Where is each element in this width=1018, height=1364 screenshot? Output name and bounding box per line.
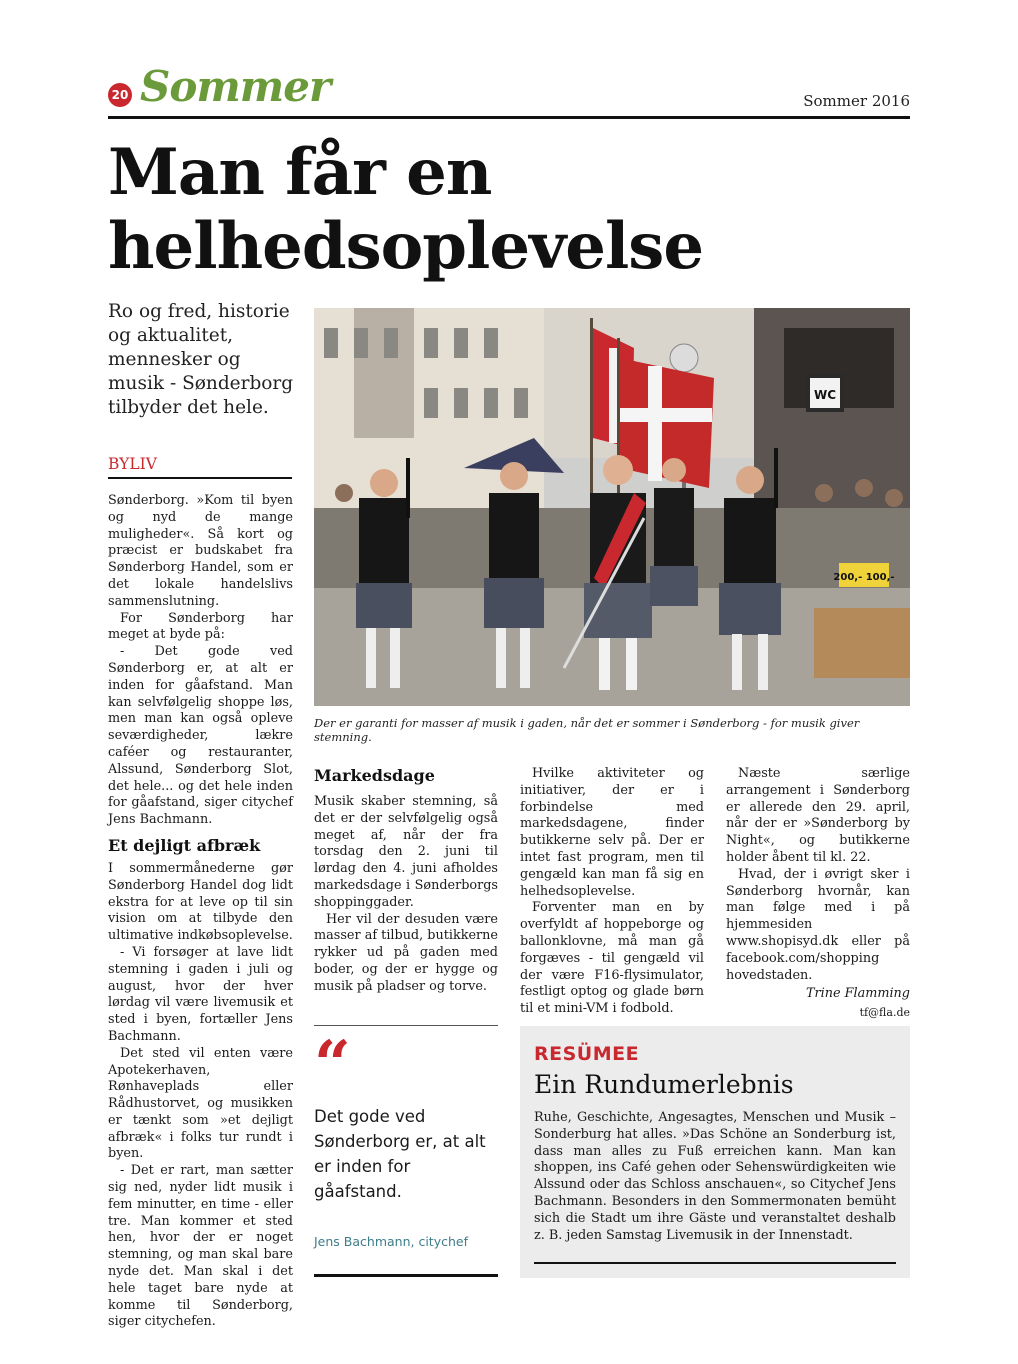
headline-line-2: helhedsoplevelse	[108, 209, 704, 284]
article-column-3	[520, 766, 704, 1018]
resume-bottom-rule	[534, 1262, 896, 1264]
subheading: Et dejligt afbræk	[108, 835, 261, 855]
paragraph: Næste særlige arrangement i Sønderborg er allerede den 29. april, når der er »Sønderborg by Night«, og butikkerne holder åbent til kl. 22.	[726, 766, 910, 865]
pull-quote: Det gode ved Sønderborg er, at alt er inden for gåafstand.	[314, 1107, 486, 1201]
pipe-band-parade-photo	[314, 308, 910, 706]
paragraph: - Vi forsøger at lave lidt stemning i gaden i juli og august, hvor der hver lørdag vil være livemusik et sted i byen, fortæller Jens Bachmann.	[108, 944, 293, 1044]
photo-caption: Der er garanti for masser af musik i gaden, når det er sommer i Sønderborg - for musik giver stemning.	[314, 716, 860, 744]
subheading: Markedsdage	[314, 766, 435, 785]
paragraph: Musik skaber stemning, så det er der selvfølgelig også meget af, når der fra torsdag den 2. juni til lørdag den 4. juni afholdes markedsdage i Sønderborgs shoppinggader.	[314, 794, 498, 910]
resume-heading: RESÜMEE	[534, 1043, 640, 1065]
paragraph: - Det er rart, man sætter sig ned, nyder lidt musik i fem minutter, en time - eller tre. Man kommer et sted hen, hvor der er noget stemning, og man skal bare nyde det. Man skal i det hele taget bare nyde at komme til Sønderborg, siger citychefen.	[108, 1163, 293, 1330]
paragraph: I sommermånederne gør Sønderborg Handel dog lidt ekstra for at leve op til sin vision om at tilbyde den ultimative indkøbsoplevelse.	[108, 860, 293, 944]
article-column-4	[726, 766, 910, 1022]
paragraph: Hvilke aktiviteter og initiativer, der er i forbindelse med markedsdagene, finder butikkerne selv på. Der er intet fast program, men til gengæld kan man få sig en helhedsoplevelse.	[520, 766, 704, 899]
section-logo: Sommer	[140, 62, 331, 111]
quote-author: Jens Bachmann, citychef	[314, 1234, 468, 1249]
page-number-badge: 20	[108, 83, 132, 107]
author-email: tf@fla.de	[859, 1006, 910, 1020]
headline-line-1: Man får en	[108, 135, 492, 210]
article-column-1	[108, 493, 293, 1331]
author-byline: Trine Flamming	[805, 986, 910, 1002]
paragraph: Hvad, der i øvrigt sker i Sønderborg hvornår, kan man følge med i på hjemmesiden www.shopisyd.dk eller på facebook.com/shopping hovedstaden.	[726, 866, 910, 983]
resume-body: Ruhe, Geschichte, Angesagtes, Menschen und Musik – Sonderburg hat alles. »Das Schöne an Sonderburg ist, dass man alles zu Fuß erreichen kann. Man kan shoppen, ins Café gehen oder Sehenswürdigkeiten wie Alssund oder das Schloss anschauen«, so Citychef Jens Bachmann. Besonders in den Sommermonaten bemüht sich die Stadt um ihre Gäste und veranstaltet deshalb z. B. jeden Samstag Livemusik in der Innenstadt.	[534, 1110, 896, 1243]
paragraph: Det sted vil enten være Apotekerhaven, Rønhaveplads eller Rådhustorvet, og musikken er tænkt som »et dejligt afbræk« i folks tur rundt i byen.	[108, 1045, 293, 1162]
quote-bottom-rule	[314, 1274, 498, 1277]
article-column-2	[314, 766, 498, 996]
section-kicker: BYLIV	[108, 455, 292, 479]
paragraph: Forventer man en by overfyldt af hoppeborge og ballonklovne, må man gå forgæves - til gengæld vil der være F16-flysimulator, festligt optog og glade børn til et mini-VM i fodbold.	[520, 900, 704, 1017]
lead-text: Ro og fred, historie og aktualitet, mennesker og musik - Sønderborg tilbyder det hele.	[108, 301, 294, 418]
quote-mark-icon: “	[314, 1027, 351, 1102]
article-photo	[314, 308, 910, 706]
quote-top-rule	[314, 1025, 498, 1026]
resume-title: Ein Rundumerlebnis	[534, 1070, 794, 1099]
headline	[108, 136, 910, 284]
paragraph: Sønderborg. »Kom til byen og nyd de mange muligheder«. Så kort og præcist er budskabet fra Sønderborg Handel, som er det lokale handelslivs sammenslutning.	[108, 493, 293, 609]
header-rule	[108, 116, 910, 119]
wc-sign: WC	[813, 388, 837, 402]
paragraph: For Sønderborg har meget at byde på:	[108, 610, 293, 643]
paragraph: Her vil der desuden være masser af tilbud, butikkerne rykker ud på gaden med boder, og der er hygge og musik på pladser og torve.	[314, 911, 498, 994]
issue-date: Sommer 2016	[803, 92, 910, 110]
price-sign: 200,- 100,-	[833, 572, 895, 583]
paragraph: - Det gode ved Sønderborg er, at alt er inden for gåafstand. Man kan selvfølgelig shoppe løs, men man kan også opleve seværdigheder, lækre caféer og restauranter, Alssund, Sønderborg Slot, det hele... og det hele inden for gåafstand, siger citychef Jens Bachmann.	[108, 644, 293, 828]
